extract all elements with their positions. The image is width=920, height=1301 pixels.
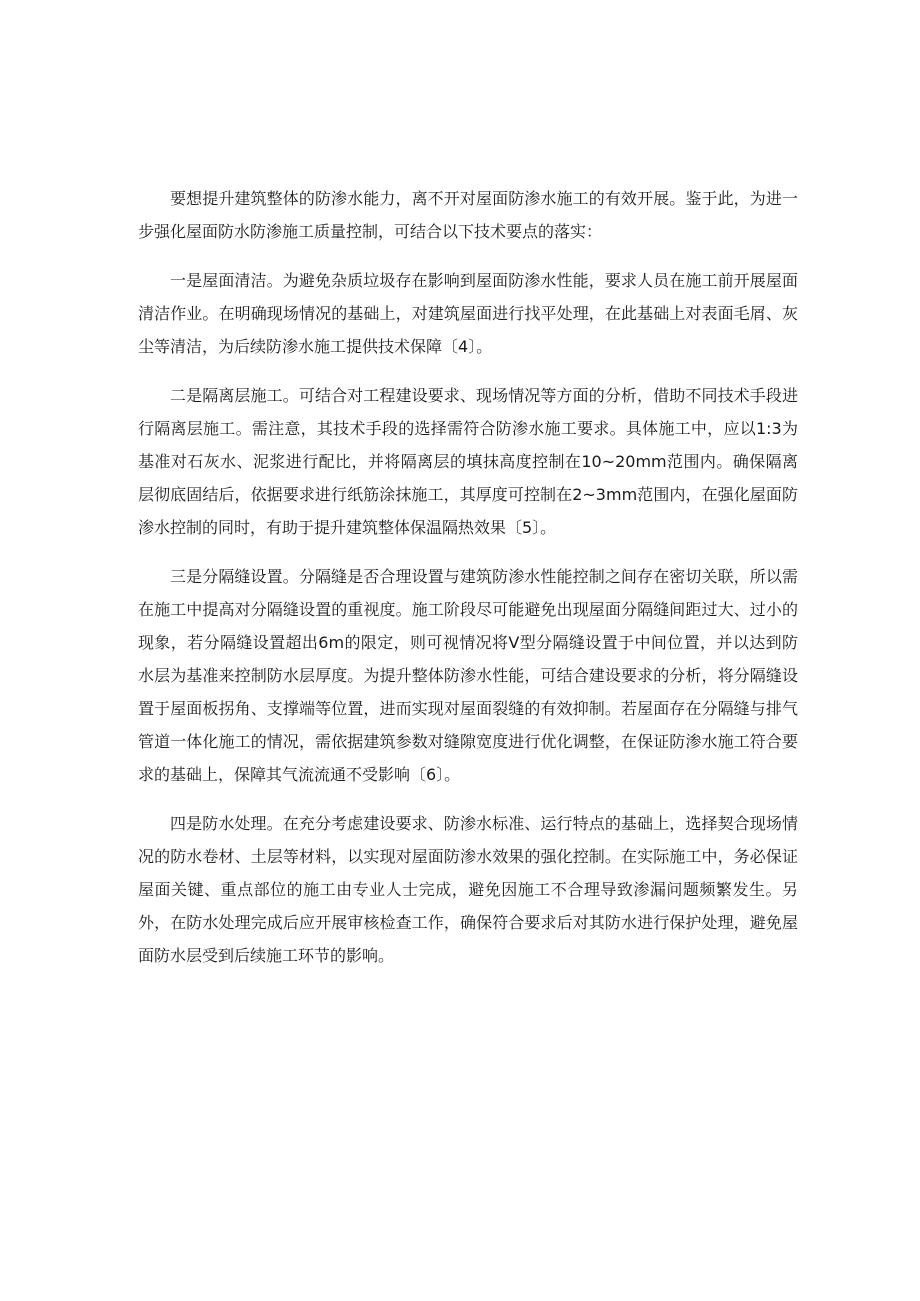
paragraph-roof-cleaning: 一是屋面清洁。为避免杂质垃圾存在影响到屋面防渗水性能，要求人员在施工前开展屋面清洁作业。在明确现场情况的基础上，对建筑屋面进行找平处理，在此基础上对表面毛屑、灰尘等清洁，为后续防渗水施工提供技术保障〔4〕。: [138, 271, 798, 356]
paragraph-isolation-layer: 二是隔离层施工。可结合对工程建设要求、现场情况等方面的分析，借助不同技术手段进行隔离层施工。需注意，其技术手段的选择需符合防渗水施工要求。具体施工中，应以1:3为基准对石灰水、泥浆进行配比，并将隔离层的填抹高度控制在10~20mm范围内。确保隔离层彻底固结后，依据要求进行纸筋涂抹施工，其厚度可控制在2~3mm范围内，在强化屋面防渗水控制的同时，有助于提升建筑整体保温隔热效果〔5〕。: [138, 386, 798, 537]
paragraph-separation-joint: 三是分隔缝设置。分隔缝是否合理设置与建筑防渗水性能控制之间存在密切关联，所以需在施工中提高对分隔缝设置的重视度。施工阶段尽可能避免出现屋面分隔缝间距过大、过小的现象，若分隔缝设置超出6m的限定，则可视情况将V型分隔缝设置于中间位置，并以达到防水层为基准来控制防水层厚度。为提升整体防渗水性能，可结合建设要求的分析，将分隔缝设置于屋面板拐角、支撑端等位置，进而实现对屋面裂缝的有效抑制。若屋面存在分隔缝与排气管道一体化施工的情况，需依据建筑参数对缝隙宽度进行优化调整，在保证防渗水施工符合要求的基础上，保障其气流流通不受影响〔6〕。: [138, 567, 798, 784]
document-body: [138, 182, 798, 988]
paragraph-waterproofing: 四是防水处理。在充分考虑建设要求、防渗水标准、运行特点的基础上，选择契合现场情况的防水卷材、土层等材料，以实现对屋面防渗水效果的强化控制。在实际施工中，务必保证屋面关键、重点部位的施工由专业人士完成，避免因施工不合理导致渗漏问题频繁发生。另外，在防水处理完成后应开展审核检查工作，确保符合要求后对其防水进行保护处理，避免屋面防水层受到后续施工环节的影响。: [138, 814, 798, 965]
paragraph-intro: 要想提升建筑整体的防渗水能力，离不开对屋面防渗水施工的有效开展。鉴于此，为进一步强化屋面防水防渗施工质量控制，可结合以下技术要点的落实：: [138, 189, 798, 241]
